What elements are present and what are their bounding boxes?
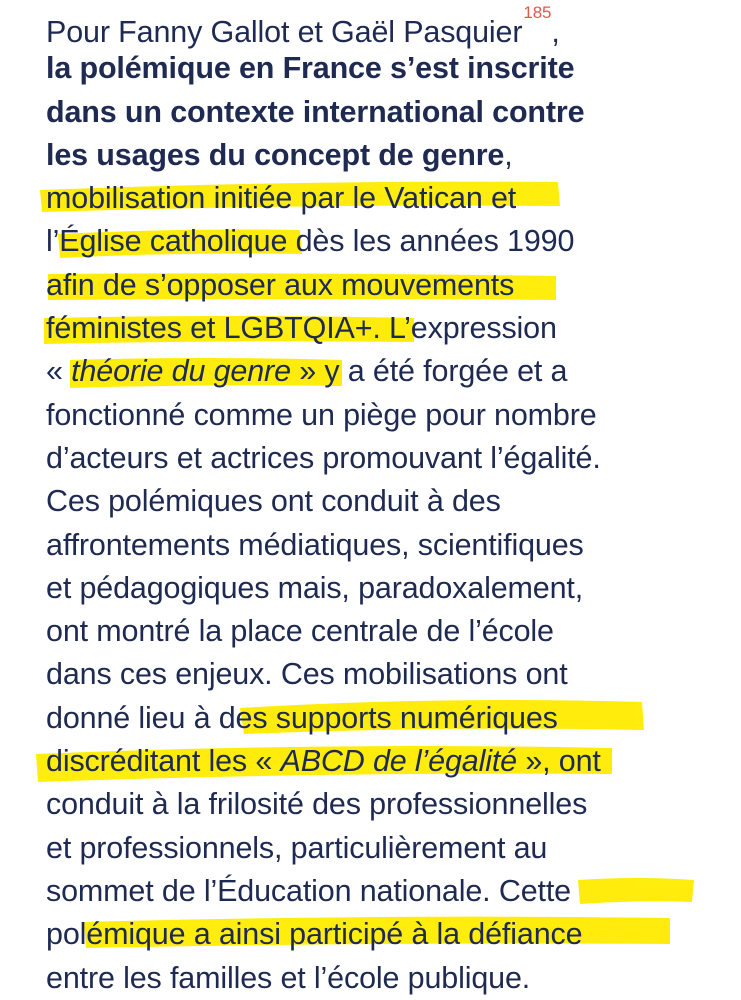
text-line bbox=[46, 740, 736, 783]
text-run: » y a été forgée et a bbox=[290, 354, 568, 389]
text-run: , bbox=[504, 137, 513, 172]
text-line: ont montré la place centrale de l’école bbox=[46, 614, 554, 649]
text-line bbox=[46, 134, 736, 177]
text-run-italic: théorie du genre bbox=[71, 354, 291, 389]
text-run: discréditant les « bbox=[46, 744, 281, 779]
text-line: entre les familles et l’école publique. bbox=[46, 960, 531, 995]
text-line: l’Église catholique dès les années 1990 bbox=[46, 224, 575, 259]
text-line: afin de s’opposer aux mouvements bbox=[46, 267, 515, 302]
text-run-italic: ABCD de l’égalité bbox=[280, 744, 517, 779]
text-line bbox=[46, 350, 736, 393]
text-line: mobilisation initiée par le Vatican et bbox=[46, 181, 517, 216]
text-run: Pour Fanny Gallot et Gaël Pasquier bbox=[46, 15, 523, 50]
text-line: sommet de l’Éducation nationale. Cette bbox=[46, 873, 571, 908]
footnote-reference[interactable]: 185 bbox=[523, 3, 552, 22]
text-line: et pédagogiques mais, paradoxalement, bbox=[46, 570, 584, 605]
text-run: , bbox=[551, 15, 560, 50]
text-line: féministes et LGBTQIA+. L’expression bbox=[46, 311, 557, 346]
text-run: », ont bbox=[517, 744, 601, 779]
text-run-bold: les usages du concept de genre bbox=[46, 137, 505, 172]
text-line: polémique a ainsi participé à la défiance bbox=[46, 917, 583, 952]
text-line: affrontements médiatiques, scientifiques bbox=[46, 527, 584, 562]
text-run: « bbox=[46, 354, 72, 389]
text-line: d’acteurs et actrices promouvant l’égalité. bbox=[46, 440, 601, 475]
text-line-bold: la polémique en France s’est inscrite bbox=[46, 51, 575, 86]
text-line-bold: dans un contexte international contre bbox=[46, 94, 585, 129]
paragraph bbox=[46, 4, 736, 1000]
text-line: conduit à la frilosité des professionnelles bbox=[46, 787, 588, 822]
text-line: fonctionné comme un piège pour nombre bbox=[46, 397, 597, 432]
text-line: et professionnels, particulièrement au bbox=[46, 830, 548, 865]
text-line: donné lieu à des supports numériques bbox=[46, 700, 558, 735]
text-line: dans ces enjeux. Ces mobilisations ont bbox=[46, 657, 568, 692]
text-line bbox=[46, 3, 736, 50]
text-line: Ces polémiques ont conduit à des bbox=[46, 484, 501, 519]
